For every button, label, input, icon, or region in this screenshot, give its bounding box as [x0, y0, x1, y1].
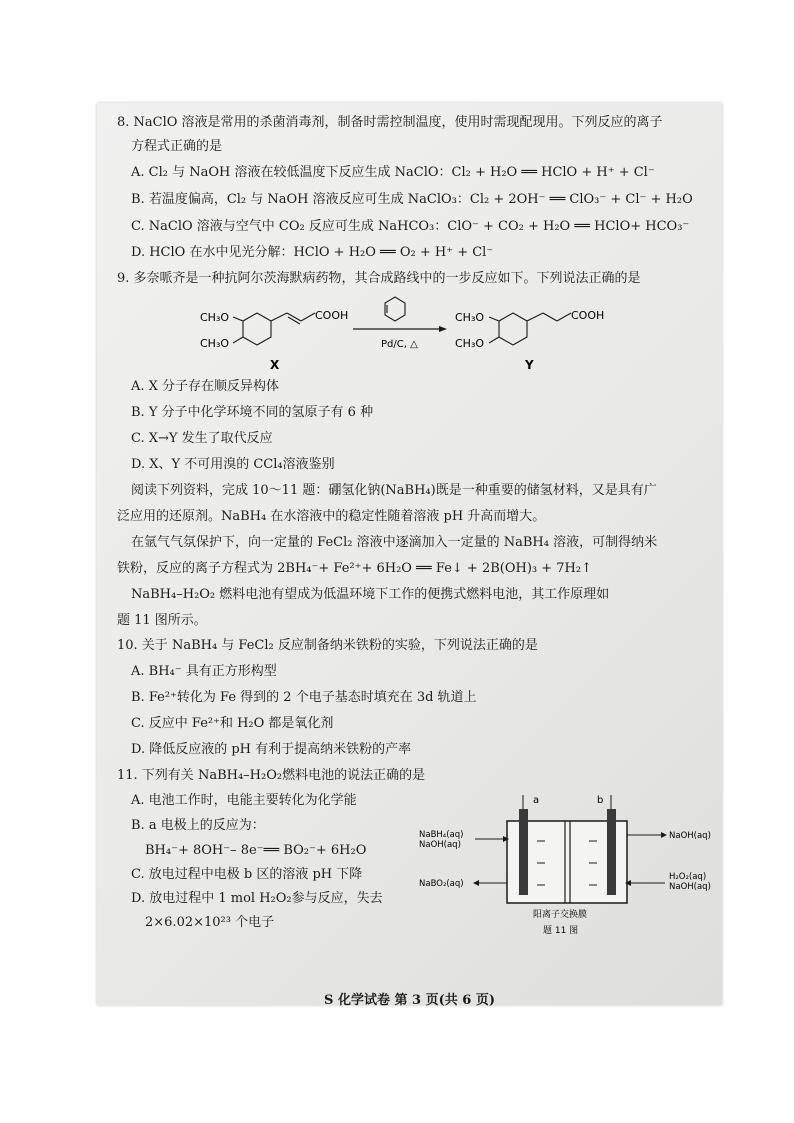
q11-option-b-line1: B. a 电极上的反应为：	[131, 818, 265, 833]
q8-stem-line1: 8. NaClO 溶液是常用的杀菌消毒剂，制备时需控制温度，使用时需现配现用。下列反应的离子	[117, 115, 663, 130]
molecule-x	[233, 313, 315, 345]
inlet-left-label-1: NaBH₄(aq)	[419, 830, 464, 840]
inlet-right-label-1: H₂O₂(aq)	[669, 872, 707, 882]
q10-option-a: A. BH₄⁻ 具有正方形构型	[131, 664, 277, 679]
q8-option-b: B. 若温度偏高，Cl₂ 与 NaOH 溶液反应可生成 NaClO₃：Cl₂ + 2OH⁻ ══ ClO₃⁻ + Cl⁻ + H₂O	[131, 192, 693, 207]
q8-option-a: A. Cl₂ 与 NaOH 溶液在较低温度下反应生成 NaClO：Cl₂ + H₂O ══ HClO + H⁺ + Cl⁻	[131, 165, 655, 180]
y-carboxyl: COOH	[571, 309, 605, 322]
figure-caption: 题 11 图	[543, 926, 579, 936]
reading-para3-line2: 题 11 图所示。	[117, 613, 207, 628]
q10-stem: 10. 关于 NaBH₄ 与 FeCl₂ 反应制备纳米铁粉的实验，下列说法正确的是	[117, 638, 538, 653]
x-methoxy-1: CH₃O	[200, 311, 230, 324]
electrode-a-label: a	[533, 795, 540, 806]
page-footer: S 化学试卷 第 3 页(共 6 页)	[324, 993, 495, 1008]
outlet-left-label: NaBO₂(aq)	[419, 879, 464, 889]
q9-option-d: D. X、Y 不可用溴的 CCl₄溶液鉴别	[131, 457, 335, 472]
reading-para1-line1: 阅读下列资料，完成 10～11 题：硼氢化钠(NaBH₄)既是一种重要的储氢材料，又是具有广	[131, 483, 657, 498]
reading-para2-line1: 在氩气气氛保护下，向一定量的 FeCl₂ 溶液中逐滴加入一定量的 NaBH₄ 溶液，可制得纳米	[131, 535, 658, 550]
q10-option-c: C. 反应中 Fe²⁺和 H₂O 都是氧化剂	[131, 716, 334, 731]
q11-option-b-line2: BH₄⁻+ 8OH⁻– 8e⁻══ BO₂⁻+ 6H₂O	[145, 843, 367, 858]
reading-para1-line2: 泛应用的还原剂。NaBH₄ 在水溶液中的稳定性随着溶液 pH 升高而增大。	[117, 509, 546, 524]
electrode-a	[519, 809, 528, 895]
q11-option-d-line2: 2×6.02×10²³ 个电子	[145, 915, 275, 930]
q11-option-c: C. 放电过程中电极 b 区的溶液 pH 下降	[131, 867, 363, 882]
fuel-cell-diagram	[417, 791, 717, 939]
reading-para3-line1: NaBH₄–H₂O₂ 燃料电池有望成为低温环境下工作的便携式燃料电池，其工作原理如	[131, 587, 610, 602]
x-carboxyl: COOH	[315, 309, 349, 322]
outlet-right-arrowhead	[661, 832, 667, 838]
q8-option-d: D. HClO 在水中见光分解：HClO + H₂O ══ O₂ + H⁺ + Cl⁻	[131, 245, 494, 260]
inlet-left-label-2: NaOH(aq)	[419, 840, 461, 850]
y-methoxy-1: CH₃O	[455, 311, 485, 324]
reaction-conditions: Pd/C, △	[381, 339, 418, 350]
outlet-right-label: NaOH(aq)	[669, 831, 711, 841]
q8-option-c: C. NaClO 溶液与空气中 CO₂ 反应可生成 NaHCO₃：ClO⁻ + CO₂ + H₂O ══ HClO+ HCO₃⁻	[131, 219, 690, 234]
q9-option-b: B. Y 分子中化学环境不同的氢原子有 6 种	[131, 405, 374, 420]
q11-stem: 11. 下列有关 NaBH₄–H₂O₂燃料电池的说法正确的是	[117, 768, 426, 783]
q9-reaction-scheme	[97, 293, 722, 373]
x-methoxy-2: CH₃O	[200, 337, 230, 350]
q9-stem: 9. 多奈哌齐是一种抗阿尔茨海默病药物，其合成路线中的一步反应如下。下列说法正确的是	[117, 271, 641, 286]
inlet-right-label-2: NaOH(aq)	[669, 882, 711, 892]
q9-option-a: A. X 分子存在顺反异构体	[131, 379, 280, 394]
exam-page	[97, 103, 722, 1008]
q10-option-b: B. Fe²⁺转化为 Fe 得到的 2 个电子基态时填充在 3d 轨道上	[131, 690, 477, 705]
membrane-label: 阳离子交换膜	[533, 910, 588, 920]
reaction-arrowhead	[439, 326, 447, 332]
y-methoxy-2: CH₃O	[455, 337, 485, 350]
q8-stem-line2: 方程式正确的是	[131, 139, 223, 154]
outlet-left-arrowhead	[473, 880, 479, 886]
cyclohexene-reagent	[385, 297, 405, 321]
q11-option-d-line1: D. 放电过程中 1 mol H₂O₂参与反应，失去	[131, 891, 383, 906]
q9-option-c: C. X→Y 发生了取代反应	[131, 431, 273, 446]
q11-option-a: A. 电池工作时，电能主要转化为化学能	[131, 793, 357, 808]
q10-option-d: D. 降低反应液的 pH 有利于提高纳米铁粉的产率	[131, 742, 412, 757]
reading-para2-line2: 铁粉，反应的离子方程式为 2BH₄⁻+ Fe²⁺+ 6H₂O ══ Fe↓ + 2B(OH)₃ + 7H₂↑	[117, 561, 592, 576]
molecule-y	[489, 313, 571, 345]
electrode-b-label: b	[597, 795, 604, 806]
y-label: Y	[525, 358, 534, 372]
x-label: X	[270, 358, 280, 372]
electrode-b	[607, 809, 616, 895]
